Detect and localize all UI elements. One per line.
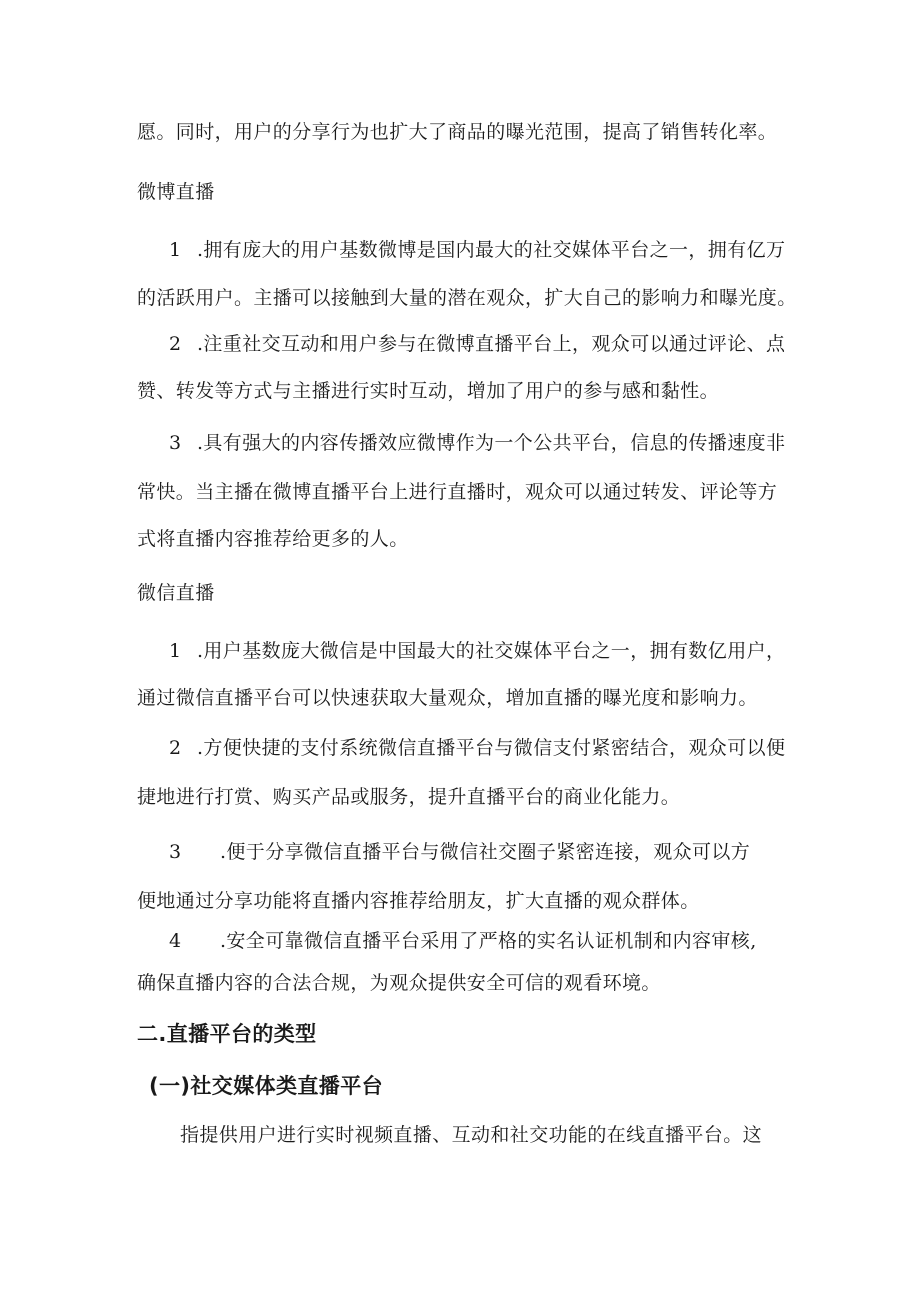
wechat-item-4-number: 4 xyxy=(169,930,182,952)
section-2-title-text: 二.直播平台的类型 xyxy=(137,1022,317,1046)
weibo-item-2-number: 2 xyxy=(169,333,182,355)
wechat-item-1-line-2 xyxy=(137,684,758,712)
wechat-item-2-text-2: 捷地进行打赏、购买产品或服务，提升直播平台的商业化能力。 xyxy=(137,786,681,808)
wechat-item-4-text-1: .安全可靠微信直播平台采用了严格的实名认证机制和内容审核, xyxy=(219,930,757,952)
wechat-title xyxy=(137,579,215,607)
weibo-item-3-text-1: .具有强大的内容传播效应微博作为一个公共平台，信息的传播速度非 xyxy=(196,432,786,454)
weibo-title-text: 微博直播 xyxy=(137,181,215,203)
subsection-1-title xyxy=(149,1072,383,1100)
weibo-item-3-line-2 xyxy=(137,478,777,506)
wechat-item-4-line-1 xyxy=(169,927,757,955)
wechat-item-4-line-2 xyxy=(137,969,661,997)
wechat-item-3-text-2: 便地通过分享功能将直播内容推荐给朋友，扩大直播的观众群体。 xyxy=(137,890,700,912)
wechat-title-text: 微信直播 xyxy=(137,582,215,604)
subsection-1-title-text: (一)社交媒体类直播平台 xyxy=(149,1074,383,1098)
wechat-item-3-number: 3 xyxy=(169,841,182,863)
weibo-title xyxy=(137,178,215,206)
subsection-1-paragraph-line-1 xyxy=(180,1121,762,1149)
wechat-item-1-text-1: .用户基数庞大微信是中国最大的社交媒体平台之一，拥有数亿用户， xyxy=(196,640,786,662)
weibo-item-2-line-2 xyxy=(137,377,719,405)
wechat-item-3-text-1: .便于分享微信直播平台与微信社交圈子紧密连接，观众可以方 xyxy=(219,841,751,863)
weibo-item-3-text-2: 常快。当主播在微博直播平台上进行直播时，观众可以通过转发、评论等方 xyxy=(137,481,778,503)
subsection-1-paragraph-text-1: 指提供用户进行实时视频直播、互动和社交功能的在线直播平台。这 xyxy=(180,1124,763,1146)
weibo-item-2-text-1: .注重社交互动和用户参与在微博直播平台上，观众可以通过评论、点 xyxy=(196,333,786,355)
weibo-item-1-line-1 xyxy=(169,236,785,264)
wechat-item-1-text-2: 通过微信直播平台可以快速获取大量观众，增加直播的曝光度和影响力。 xyxy=(137,687,758,709)
weibo-item-1-text-1: .拥有庞大的用户基数微博是国内最大的社交媒体平台之一，拥有亿万 xyxy=(196,239,786,261)
wechat-item-3-line-1 xyxy=(169,838,750,866)
wechat-item-2-line-2 xyxy=(137,783,680,811)
wechat-item-2-number: 2 xyxy=(169,737,182,759)
weibo-item-3-line-1 xyxy=(169,429,785,457)
weibo-item-2-line-1 xyxy=(169,330,785,358)
wechat-item-1-number: 1 xyxy=(169,640,182,662)
wechat-item-2-text-1: .方便快捷的支付系统微信直播平台与微信支付紧密结合，观众可以便 xyxy=(196,737,786,759)
weibo-item-1-line-2 xyxy=(137,284,797,312)
weibo-item-1-text-2: 的活跃用户。主播可以接触到大量的潜在观众，扩大自己的影响力和曝光度。 xyxy=(137,287,797,309)
wechat-item-3-line-2 xyxy=(137,887,700,915)
intro-text: 愿。同时，用户的分享行为也扩大了商品的曝光范围，提高了销售转化率。 xyxy=(137,121,778,143)
weibo-item-3-line-3 xyxy=(137,525,409,553)
wechat-item-1-line-1 xyxy=(169,637,785,665)
wechat-item-4-text-2: 确保直播内容的合法合规，为观众提供安全可信的观看环境。 xyxy=(137,972,661,994)
wechat-item-2-line-1 xyxy=(169,734,785,762)
weibo-item-3-text-3: 式将直播内容推荐给更多的人。 xyxy=(137,528,409,550)
weibo-item-3-number: 3 xyxy=(169,432,182,454)
section-2-title xyxy=(137,1020,317,1048)
weibo-item-2-text-2: 赞、转发等方式与主播进行实时互动，增加了用户的参与感和黏性。 xyxy=(137,380,720,402)
intro-line xyxy=(137,118,792,146)
weibo-item-1-number: 1 xyxy=(169,239,182,261)
